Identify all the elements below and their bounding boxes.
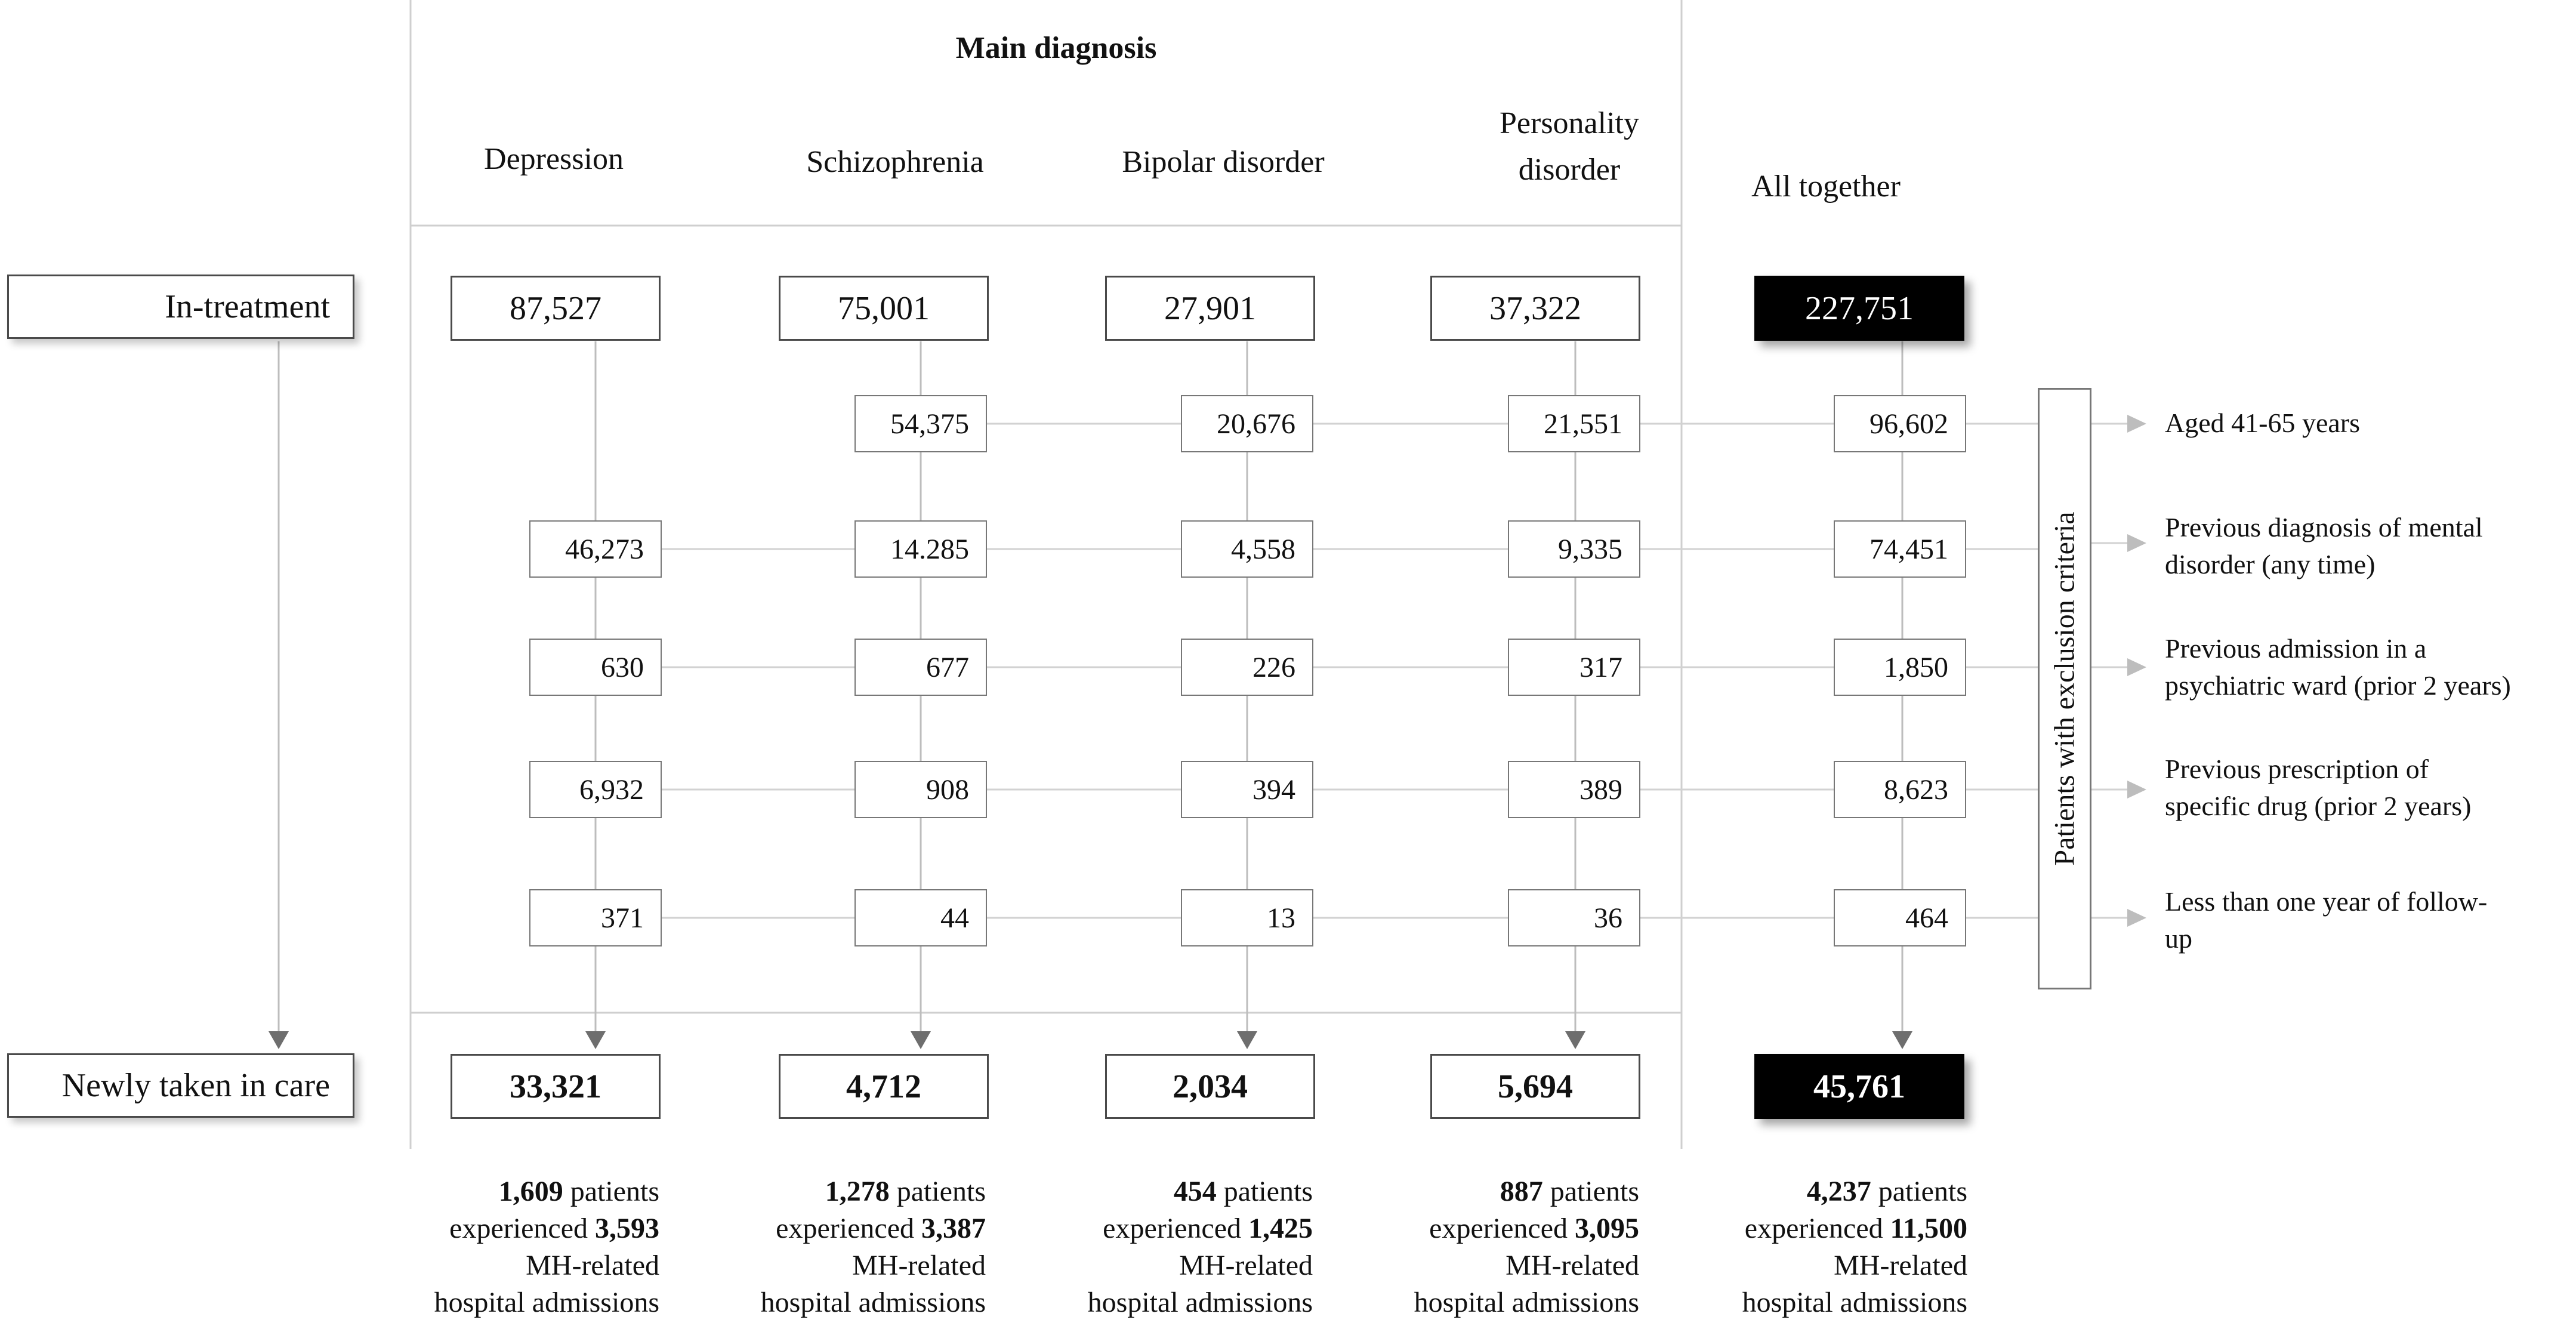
caption-line-4: hospital admissions <box>760 1287 986 1318</box>
excl-aged-all: 96,602 <box>1834 395 1966 452</box>
reason-aged-line-1: Aged 41-65 years <box>2165 408 2361 438</box>
header-title: Main diagnosis <box>955 31 1157 65</box>
caption-experienced-word: experienced <box>776 1213 914 1244</box>
reason-prescription <box>2165 751 2471 825</box>
depression-arrowhead <box>585 1031 606 1049</box>
exit-arrow-aged <box>2127 415 2146 433</box>
row-label-newly-taken-in-care: Newly taken in care <box>7 1053 354 1118</box>
newly-all-together: 45,761 <box>1754 1054 1964 1119</box>
caption-line-4: hospital admissions <box>1742 1287 1967 1318</box>
reason-admission-line-1: Previous admission in a <box>2165 633 2427 664</box>
excl-aged-personality: 21,551 <box>1508 395 1640 452</box>
column-header-all-together: All together <box>1751 169 1901 204</box>
caption-line-4: hospital admissions <box>1414 1287 1639 1318</box>
reason-admission-line-2: psychiatric ward (prior 2 years) <box>2165 670 2511 701</box>
left-arrowhead <box>269 1031 289 1049</box>
column-header-personality: Personality disorder <box>1500 106 1639 187</box>
exit-arrow-diagnosis <box>2127 534 2146 552</box>
excl-followup-schizophrenia: 44 <box>854 889 987 946</box>
caption-line-3: MH-related <box>852 1250 986 1281</box>
newly-schizophrenia: 4,712 <box>779 1054 989 1119</box>
excl-prescription-personality: 389 <box>1508 761 1640 818</box>
caption-experienced-word: experienced <box>1744 1213 1883 1244</box>
excl-aged-schizophrenia: 54,375 <box>854 395 987 452</box>
excl-followup-all: 464 <box>1834 889 1966 946</box>
caption-admissions-count: 3,593 <box>595 1213 659 1244</box>
in-treatment-all-together: 227,751 <box>1754 276 1964 341</box>
caption-patients-count: 454 <box>1173 1176 1217 1207</box>
reason-diagnosis-line-2: disorder (any time) <box>2165 549 2376 579</box>
excl-admission-bipolar: 226 <box>1181 639 1313 696</box>
exit-arrow-admission <box>2127 658 2146 676</box>
row-label-in-treatment: In-treatment <box>7 275 354 339</box>
caption-all-together <box>1633 1173 1967 1321</box>
in-treatment-schizophrenia: 75,001 <box>779 276 989 341</box>
exit-arrow-followup <box>2127 909 2146 927</box>
excl-diagnosis-personality: 9,335 <box>1508 520 1640 578</box>
bipolar-arrowhead <box>1237 1031 1257 1049</box>
excl-prescription-schizophrenia: 908 <box>854 761 987 818</box>
personality-arrowhead <box>1565 1031 1585 1049</box>
excl-aged-bipolar: 20,676 <box>1181 395 1313 452</box>
caption-patients-count: 1,278 <box>825 1176 890 1207</box>
caption-patients-word: patients <box>896 1176 986 1207</box>
reason-followup <box>2165 883 2487 957</box>
newly-bipolar: 2,034 <box>1105 1054 1315 1119</box>
exclusion-criteria-box <box>2038 388 2091 989</box>
schizophrenia-arrowhead <box>911 1031 931 1049</box>
caption-patients-count: 4,237 <box>1806 1176 1871 1207</box>
reason-followup-line-2: up <box>2165 923 2192 954</box>
caption-patients-word: patients <box>1223 1176 1313 1207</box>
caption-experienced-word: experienced <box>1103 1213 1241 1244</box>
excl-admission-depression: 630 <box>529 639 662 696</box>
caption-experienced-word: experienced <box>1429 1213 1568 1244</box>
in-treatment-personality: 37,322 <box>1430 276 1640 341</box>
caption-admissions-count: 1,425 <box>1248 1213 1313 1244</box>
caption-admissions-count: 3,387 <box>921 1213 986 1244</box>
excl-admission-personality: 317 <box>1508 639 1640 696</box>
caption-personality <box>1305 1173 1639 1321</box>
caption-line-3: MH-related <box>1506 1250 1639 1281</box>
caption-patients-word: patients <box>1550 1176 1639 1207</box>
newly-personality: 5,694 <box>1430 1054 1640 1119</box>
exclusion-criteria-label: Patients with exclusion criteria <box>2049 511 2081 866</box>
reason-prescription-line-1: Previous prescription of <box>2165 754 2429 784</box>
caption-patients-word: patients <box>1878 1176 1967 1207</box>
caption-patients-count: 887 <box>1500 1176 1543 1207</box>
caption-schizophrenia <box>652 1173 986 1321</box>
excl-admission-schizophrenia: 677 <box>854 639 987 696</box>
in-treatment-depression: 87,527 <box>451 276 661 341</box>
caption-experienced-word: experienced <box>449 1213 588 1244</box>
caption-patients-word: patients <box>570 1176 659 1207</box>
caption-patients-count: 1,609 <box>498 1176 563 1207</box>
caption-admissions-count: 11,500 <box>1890 1213 1967 1244</box>
excl-followup-bipolar: 13 <box>1181 889 1313 946</box>
excl-prescription-depression: 6,932 <box>529 761 662 818</box>
excl-diagnosis-depression: 46,273 <box>529 520 662 578</box>
reason-admission <box>2165 630 2511 704</box>
caption-line-3: MH-related <box>1834 1250 1967 1281</box>
excl-prescription-bipolar: 394 <box>1181 761 1313 818</box>
excl-followup-depression: 371 <box>529 889 662 946</box>
column-header-bipolar: Bipolar disorder <box>1122 145 1325 179</box>
reason-aged <box>2165 405 2360 442</box>
column-header-schizophrenia: Schizophrenia <box>806 145 984 179</box>
reason-prescription-line-2: specific drug (prior 2 years) <box>2165 791 2472 821</box>
caption-line-4: hospital admissions <box>1087 1287 1313 1318</box>
excl-diagnosis-bipolar: 4,558 <box>1181 520 1313 578</box>
caption-line-4: hospital admissions <box>434 1287 659 1318</box>
excl-prescription-all: 8,623 <box>1834 761 1966 818</box>
newly-depression: 33,321 <box>451 1054 661 1119</box>
caption-depression <box>325 1173 659 1321</box>
excl-followup-personality: 36 <box>1508 889 1640 946</box>
column-header-depression: Depression <box>484 142 624 176</box>
caption-line-3: MH-related <box>526 1250 659 1281</box>
caption-bipolar <box>979 1173 1313 1321</box>
in-treatment-bipolar: 27,901 <box>1105 276 1315 341</box>
all-arrowhead <box>1892 1031 1912 1049</box>
caption-admissions-count: 3,095 <box>1575 1213 1639 1244</box>
reason-diagnosis <box>2165 509 2483 583</box>
excl-diagnosis-schizophrenia: 14.285 <box>854 520 987 578</box>
excl-diagnosis-all: 74,451 <box>1834 520 1966 578</box>
exit-arrow-prescription <box>2127 781 2146 798</box>
excl-admission-all: 1,850 <box>1834 639 1966 696</box>
reason-diagnosis-line-1: Previous diagnosis of mental <box>2165 512 2483 542</box>
reason-followup-line-1: Less than one year of follow- <box>2165 886 2488 917</box>
caption-line-3: MH-related <box>1179 1250 1313 1281</box>
